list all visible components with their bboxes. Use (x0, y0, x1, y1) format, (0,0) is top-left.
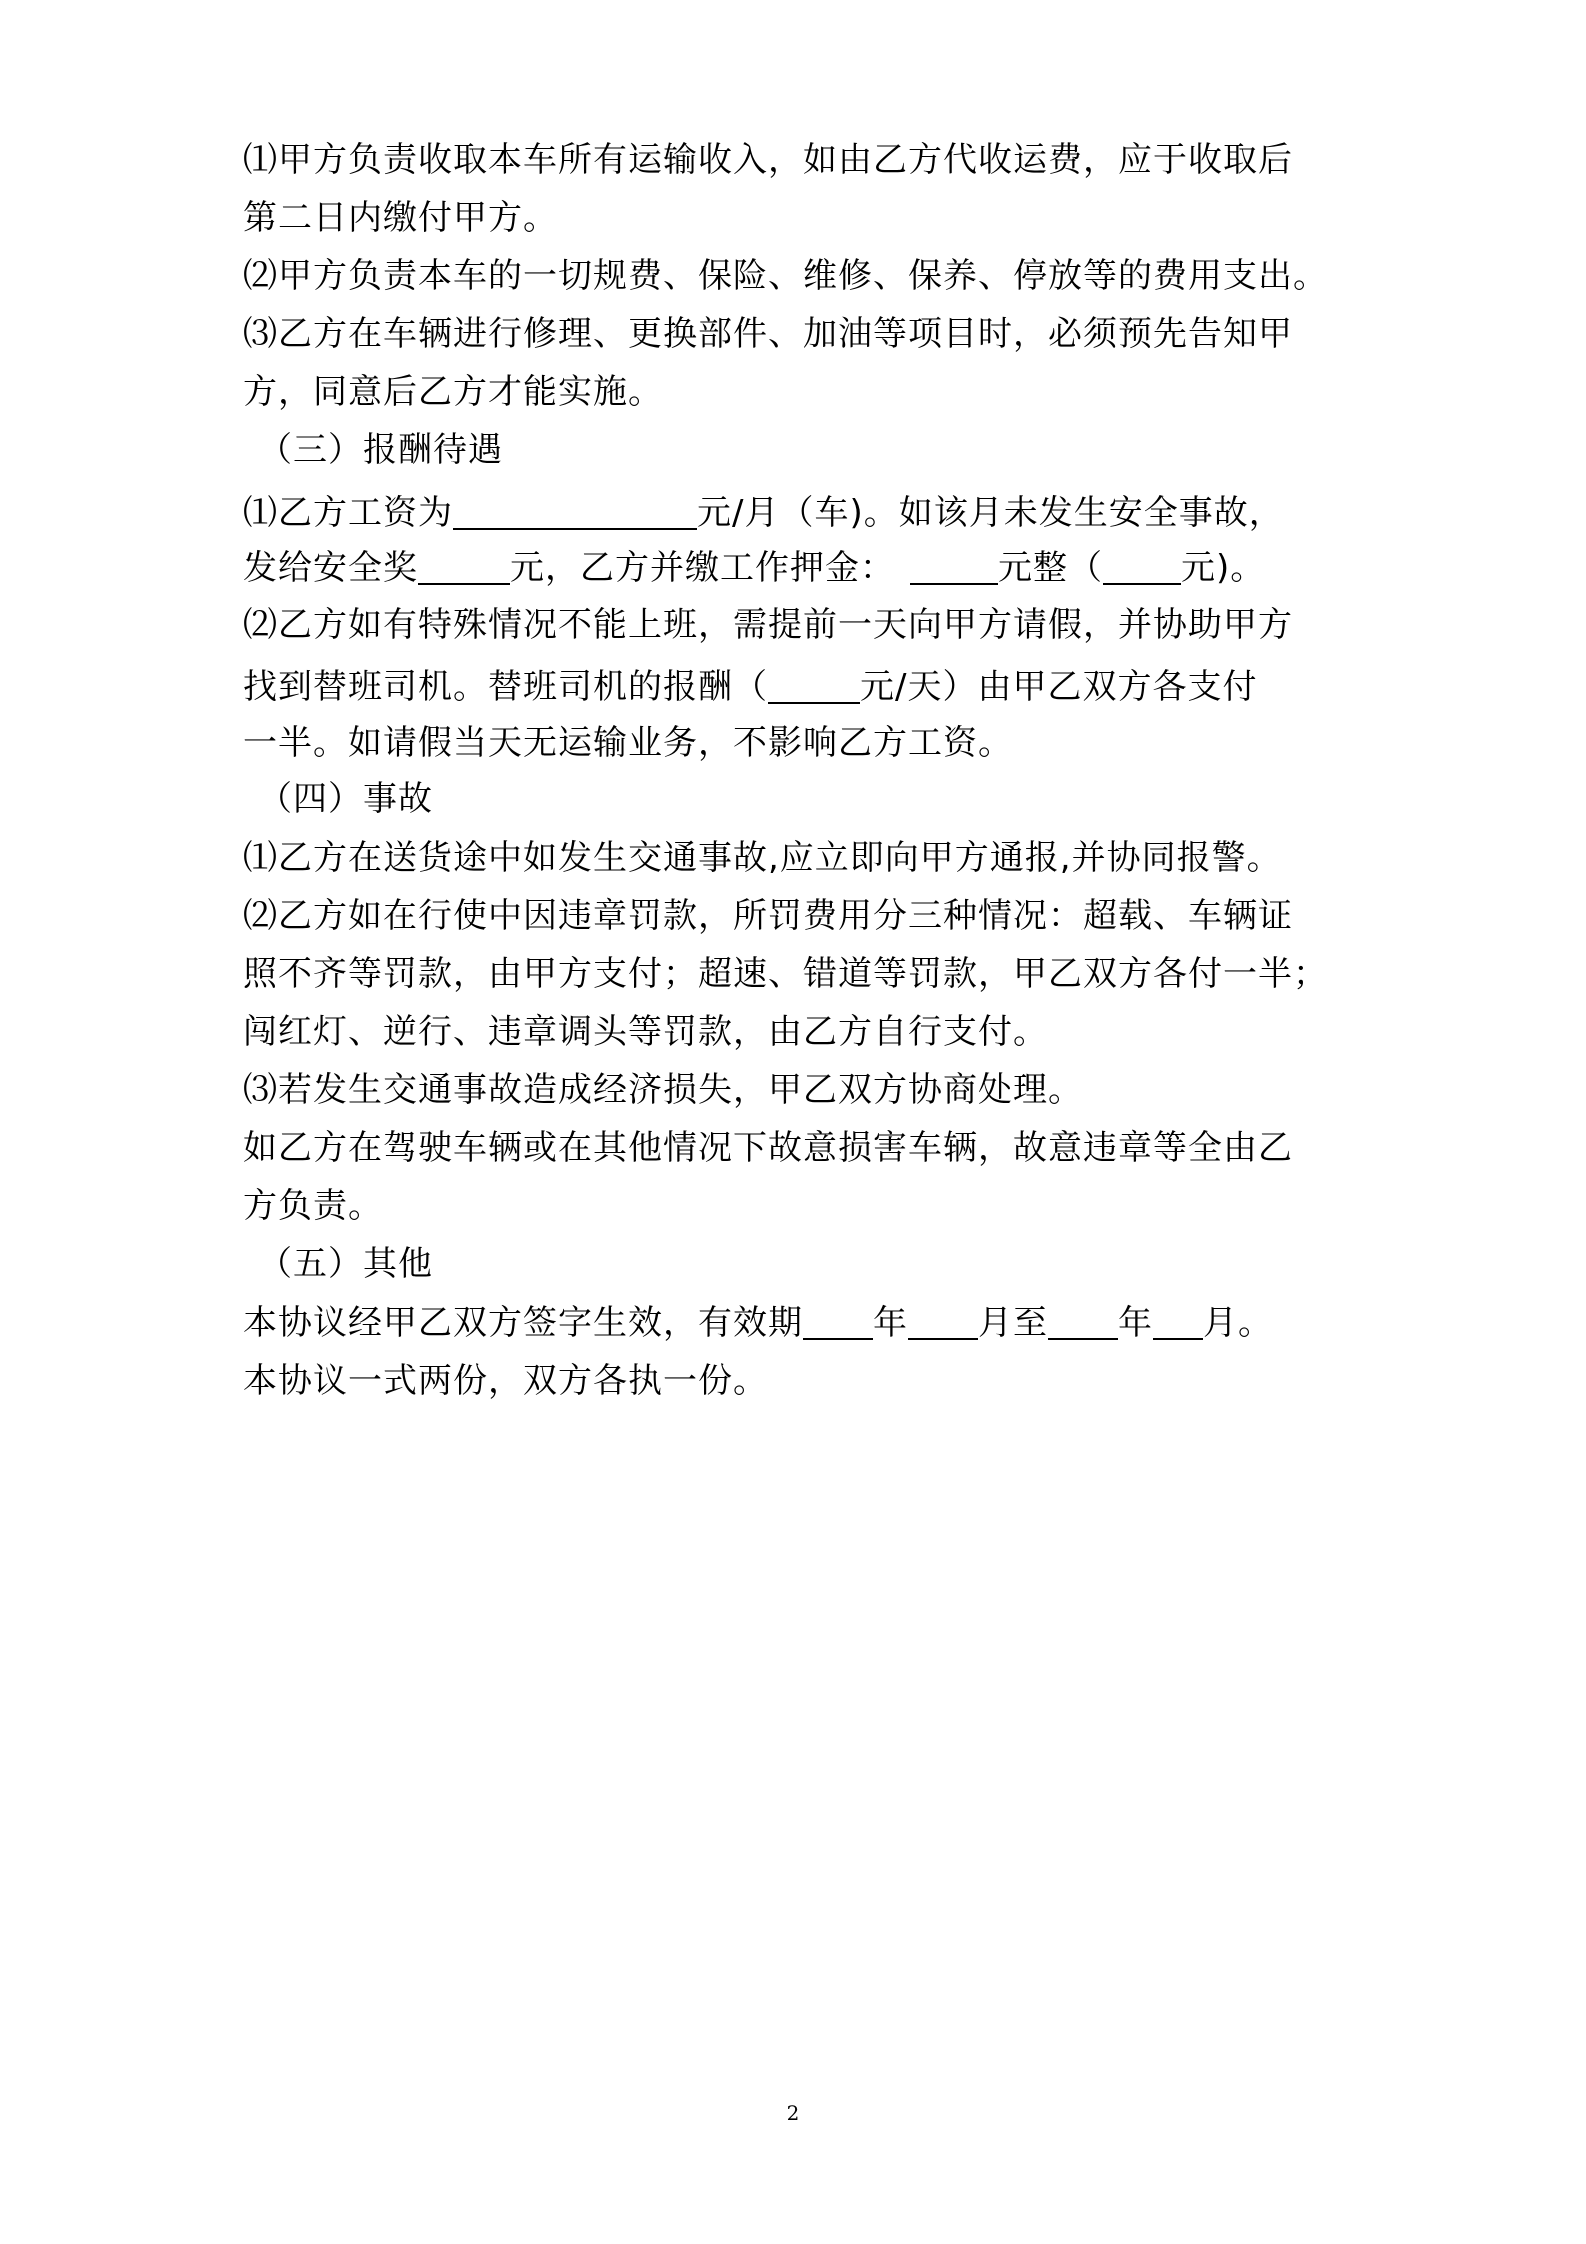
end-month-blank (1153, 1304, 1203, 1340)
clause-2-2: ⑵甲方负责本车的一切规费、保险、维修、保养、停放等的费用支出。 (243, 256, 1328, 296)
validity-text-e: 月。 (1203, 1303, 1273, 1343)
clause-2-3-cont: 方，同意后乙方才能实施。 (243, 372, 663, 412)
substitute-pay-blank (768, 668, 860, 704)
clause-3-1-cont-text-d: 元)。 (1181, 548, 1266, 588)
clause-3-2: ⑵乙方如有特殊情况不能上班，需提前一天向甲方请假，并协助甲方 (243, 605, 1293, 645)
deposit-blank (910, 549, 998, 585)
clause-3-2-end: 一半。如请假当天无运输业务，不影响乙方工资。 (243, 723, 1013, 763)
validity-text-a: 本协议经甲乙双方签字生效，有效期 (243, 1303, 803, 1343)
clause-2-1-cont: 第二日内缴付甲方。 (243, 198, 558, 238)
clause-3-1-text-b: 元/月（车)。如该月未发生安全事故， (697, 493, 1284, 533)
clause-4-3: ⑶若发生交通事故造成经济损失，甲乙双方协商处理。 (243, 1070, 1083, 1110)
validity-clause (243, 1300, 1363, 1346)
clause-4-2: ⑵乙方如在行使中因违章罚款，所罚费用分三种情况：超载、车辆证 (243, 896, 1293, 936)
clause-2-3: ⑶乙方在车辆进行修理、更换部件、加油等项目时，必须预先告知甲 (243, 314, 1293, 354)
clause-3-2-cont-text-a: 找到替班司机。替班司机的报酬（ (243, 667, 768, 707)
clause-3-1-cont-text-b: 元，乙方并缴工作押金： (510, 548, 895, 588)
clause-3-2-cont-text-b: 元/天）由甲乙双方各支付 (860, 667, 1258, 707)
validity-text-d: 年 (1118, 1303, 1153, 1343)
start-year-blank (803, 1304, 873, 1340)
start-month-blank (908, 1304, 978, 1340)
section-heading-5: （五）其他 (258, 1244, 433, 1284)
clause-3-2-cont (243, 664, 1363, 710)
clause-3-1 (243, 490, 1363, 536)
clause-4-1: ⑴乙方在送货途中如发生交通事故,应立即向甲方通报,并协同报警。 (243, 838, 1282, 878)
validity-text-b: 年 (873, 1303, 908, 1343)
clause-4-note-cont: 方负责。 (243, 1186, 383, 1226)
clause-4-2-cont: 照不齐等罚款，由甲方支付；超速、错道等罚款，甲乙双方各付一半； (243, 954, 1328, 994)
clause-3-1-text-a: ⑴乙方工资为 (243, 493, 453, 533)
section-heading-4: （四）事故 (258, 779, 433, 819)
clause-3-1-cont-text-c: 元整（ (998, 548, 1103, 588)
page-number: 2 (786, 2101, 800, 2125)
clause-4-note: 如乙方在驾驶车辆或在其他情况下故意损害车辆，故意违章等全由乙 (243, 1128, 1293, 1168)
clause-2-1: ⑴甲方负责收取本车所有运输收入，如由乙方代收运费，应于收取后 (243, 140, 1293, 180)
section-heading-3: （三）报酬待遇 (258, 430, 503, 470)
clause-3-1-cont-text-a: 发给安全奖 (243, 548, 418, 588)
salary-blank (453, 494, 697, 530)
validity-text-c: 月至 (978, 1303, 1048, 1343)
clause-4-2-end: 闯红灯、逆行、违章调头等罚款，由乙方自行支付。 (243, 1012, 1048, 1052)
clause-3-1-cont (243, 545, 1363, 591)
safety-bonus-blank (418, 549, 510, 585)
deposit-number-blank (1103, 549, 1181, 585)
copies-clause: 本协议一式两份，双方各执一份。 (243, 1361, 768, 1401)
end-year-blank (1048, 1304, 1118, 1340)
